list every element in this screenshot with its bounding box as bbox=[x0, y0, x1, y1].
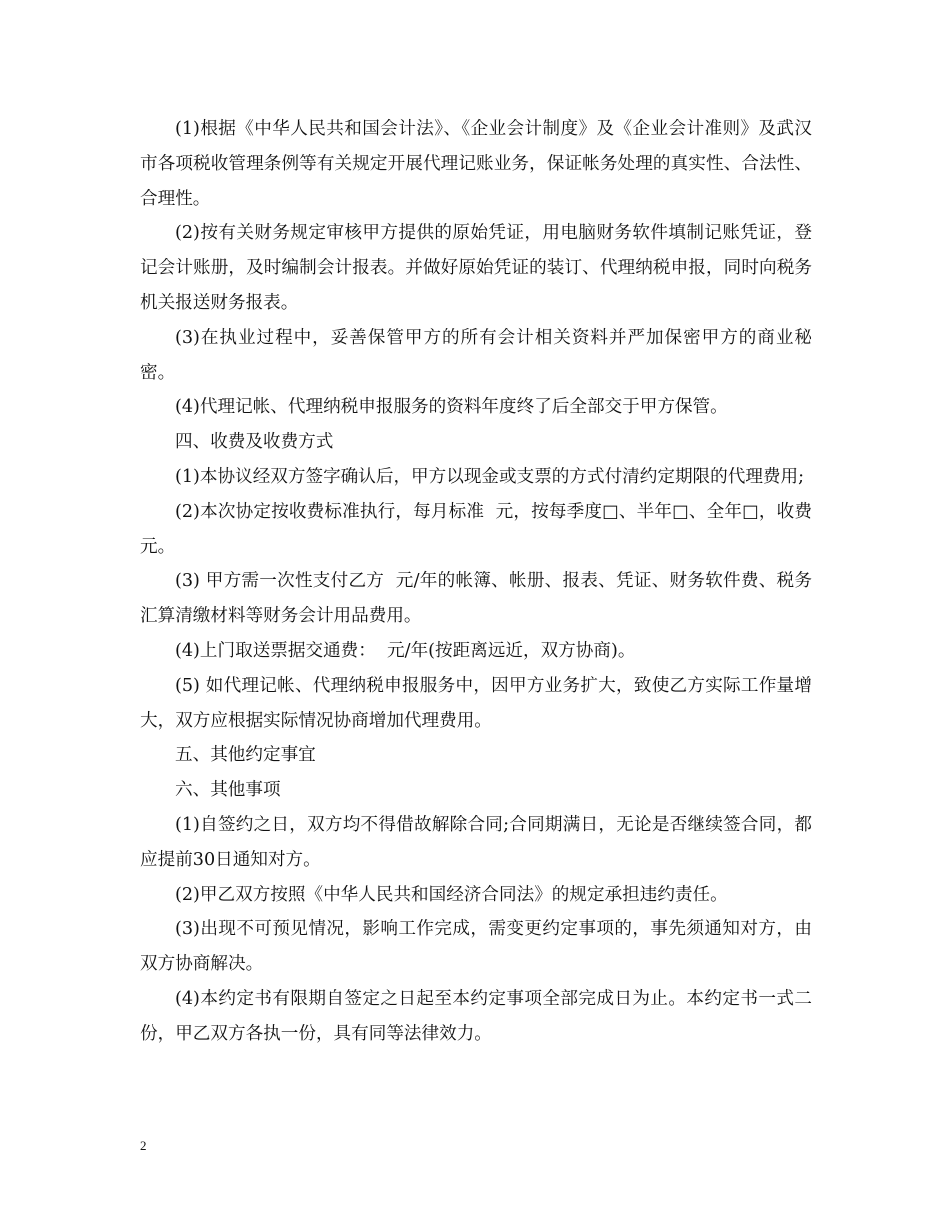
section-heading: 四、收费及收费方式 bbox=[175, 432, 334, 453]
clause-paragraph: (1)本协议经双方签字确认后，甲方以现金或支票的方式付清约定期限的代理费用; bbox=[175, 466, 805, 487]
clause-paragraph: (1)根据《中华人民共和国会计法》、《企业会计制度》及《企业会计准则》及武汉市各项税收管理条例等有关规定开展代理记账业务，保证帐务处理的真实性、合法性、合理性。 bbox=[140, 119, 812, 209]
clause-paragraph: (3)出现不可预见情况，影响工作完成，需变更约定事项的，事先须通知对方，由双方协商解决。 bbox=[140, 919, 812, 975]
section-heading: 六、其他事项 bbox=[175, 780, 281, 801]
clause-paragraph: (2)甲乙双方按照《中华人民共和国经济合同法》的规定承担违约责任。 bbox=[175, 884, 728, 905]
section-heading: 五、其他约定事宜 bbox=[175, 745, 316, 766]
clause-paragraph: (4)代理记帐、代理纳税申报服务的资料年度终了后全部交于甲方保管。 bbox=[175, 397, 728, 418]
page-number: 2 bbox=[140, 1138, 147, 1153]
clause-paragraph: (3) 甲方需一次性支付乙方 元/年的帐簿、帐册、报表、凭证、财务软件费、税务汇算清缴材料等财务会计用品费用。 bbox=[140, 571, 812, 627]
clause-paragraph: (2)按有关财务规定审核甲方提供的原始凭证，用电脑财务软件填制记账凭证，登记会计账册，及时编制会计报表。并做好原始凭证的装订、代理纳税申报，同时向税务机关报送财务报表。 bbox=[140, 223, 812, 313]
clause-paragraph: (4)上门取送票据交通费： 元/年(按距离远近，双方协商)。 bbox=[175, 640, 636, 661]
clause-paragraph: (3)在执业过程中，妥善保管甲方的所有会计相关资料并严加保密甲方的商业秘密。 bbox=[140, 327, 812, 383]
clause-paragraph: (5) 如代理记帐、代理纳税申报服务中，因甲方业务扩大，致使乙方实际工作量增大，双方应根据实际情况协商增加代理费用。 bbox=[140, 675, 812, 731]
clause-paragraph: (4)本约定书有限期自签定之日起至本约定事项全部完成日为止。本约定书一式二份，甲乙双方各执一份，具有同等法律效力。 bbox=[140, 988, 812, 1044]
clause-paragraph: (1)自签约之日，双方均不得借故解除合同;合同期满日，无论是否继续签合同，都应提前30日通知对方。 bbox=[140, 814, 812, 870]
clause-paragraph: (2)本次协定按收费标准执行，每月标准 元，按每季度□、半年□、全年□，收费 元。 bbox=[140, 501, 824, 557]
document-body bbox=[140, 112, 824, 1052]
